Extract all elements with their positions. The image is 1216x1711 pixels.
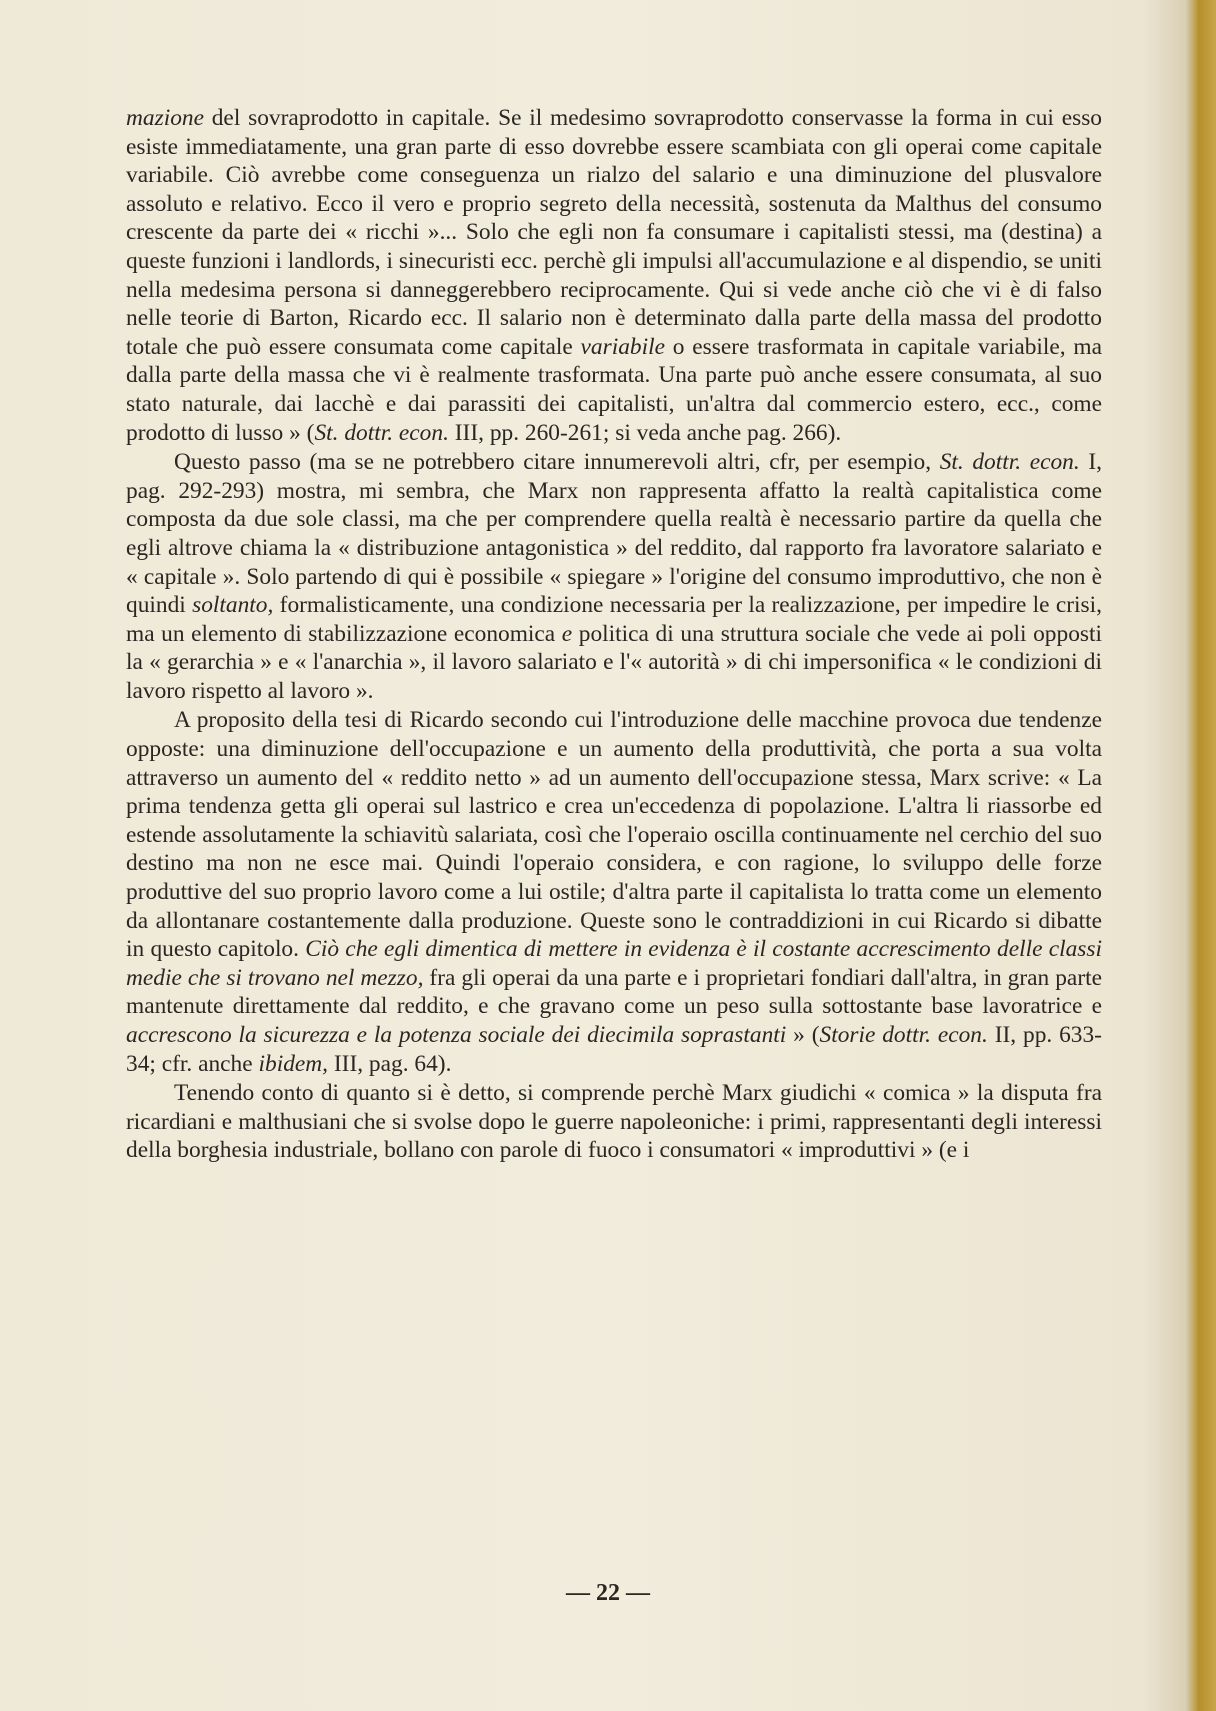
text-run: III, pag. 64). <box>328 1050 452 1077</box>
italic-text: St. dottr. econ. <box>939 449 1080 476</box>
text-run: A proposito della tesi di Ricardo secondo cui l'introduzione delle macchine provoca due tendenze opposte: una diminuzione dell'occupazione e un aumento della produttività, che porta a sua volta attraverso un aumento del « reddito netto » ad un aumento dell'occupazione stessa, Marx scrive: « La prima tendenza getta gli operai sul lastrico e crea un'eccedenza di popolazione. L'altra li riassorbe ed estende assolutamente la schiavitù salariata, così che l'operaio oscilla continuamente nel cerchio del suo destino ma non ne esce mai. Quindi l'operaio considera, e con ragione, lo sviluppo delle forze produttive del suo proprio lavoro come a lui ostile; d'altra parte il capitalista lo tratta come un elemento da allontanare costantemente dalla produzione. Queste sono le contraddizioni in cui Ricardo si dibatte in questo capitolo. <box>126 707 1102 963</box>
text-run: fra gli operai da una parte e i proprietari fondiari dall'altra, in gran parte mantenute direttamente dal reddito, e che gravano come un peso sulla sottostante base lavoratrice e <box>126 964 1102 1020</box>
paragraph <box>126 1079 1102 1165</box>
text-run: Tenendo conto di quanto si è detto, si comprende perchè Marx giudichi « comica » la disputa fra ricardiani e malthusiani che si svolse dopo le guerre napoleoniche: i primi, rappresentanti degli interessi della borghesia industriale, bollano con parole di fuoco i consumatori « improduttivi » (e i <box>126 1080 1102 1164</box>
italic-text: accrescono la sicurezza e la potenza sociale dei diecimila soprastanti <box>126 1022 787 1048</box>
text-run: I, pag. 292-293) mostra, mi sembra, che Marx non rappresenta affatto la realtà capitalistica come composta da due sole classi, ma che per comprendere quella realtà è necessario partire da quella che egli altrove chiama la « distribuzione antagonistica » del reddito, dal rapporto fra lavoratore salariato e « capitale ». Solo partendo di qui è possibile « spiegare » l'origine del consumo improduttivo, che non è quindi <box>126 449 1102 619</box>
text-run: III, pp. 260-261; si veda anche pag. 266). <box>448 419 842 446</box>
text-run: Questo passo (ma se ne potrebbero citare innumerevoli altri, cfr, per esempio, <box>174 449 940 476</box>
body-text <box>126 104 1102 1165</box>
text-run: formalisticamente, una condizione necessaria per la realizzazione, per impedire le crisi, ma un elemento di stabilizzazione economica <box>126 592 1102 647</box>
paragraph <box>126 104 1102 447</box>
italic-text: soltanto, <box>192 592 274 619</box>
paragraph <box>126 706 1102 1078</box>
italic-text: St. dottr. econ. <box>314 419 449 446</box>
italic-text: mazione <box>126 105 204 131</box>
italic-text: Ciò che egli dimentica di mettere in evidenza è il costante accrescimento delle classi medie che si trovano nel mezzo, <box>126 936 1102 991</box>
italic-text: ibidem, <box>258 1050 329 1077</box>
text-run: » ( <box>786 1022 820 1048</box>
text-run: II, pp. 633-34; cfr. anche <box>126 1022 1102 1077</box>
paragraph <box>126 448 1102 705</box>
italic-text: e <box>561 620 573 647</box>
italic-text: Storie dottr. econ. <box>819 1022 988 1048</box>
page-number: — 22 — <box>566 1580 650 1606</box>
text-run: o essere trasformata in capitale variabile, ma dalla parte della massa che vi è realmente trasformata. Una parte può anche essere consumata, al suo stato naturale, dai lacchè e dai parassiti dei capitalisti, un'altra dal commercio estero, ecc., come prodotto di lusso » ( <box>126 333 1102 446</box>
text-run: del sovraprodotto in capitale. Se il medesimo sovraprodotto conservasse la forma in cui esso esiste immediatamente, una gran parte di esso dovrebbe essere scambiata con gli operai come capitale variabile. Ciò avrebbe come conseguenza un rialzo del salario e una diminuzione del plusvalore assoluto e relativo. Ecco il vero e proprio segreto della necessità, sostenuta da Malthus del consumo crescente da parte dei « ricchi »... Solo che egli non fa consumare i capitalisti stessi, ma (destina) a queste funzioni i landlords, i sinecuristi ecc. perchè gli impulsi all'accumulazione e al dispendio, se uniti nella medesima persona si danneggerebbero reciprocamente. Qui si vede anche ciò che vi è di falso nelle teorie di Barton, Ricardo ecc. Il salario non è determinato dalla parte della massa del prodotto totale che può essere consumata come capitale <box>126 105 1102 360</box>
text-run: politica di una struttura sociale che vede ai poli opposti la « gerarchia » e « l'anarchia », il lavoro salariato e l'« autorità » di chi impersonifica « le condizioni di lavoro rispetto al lavoro ». <box>126 620 1102 704</box>
italic-text: variabile <box>580 333 665 360</box>
